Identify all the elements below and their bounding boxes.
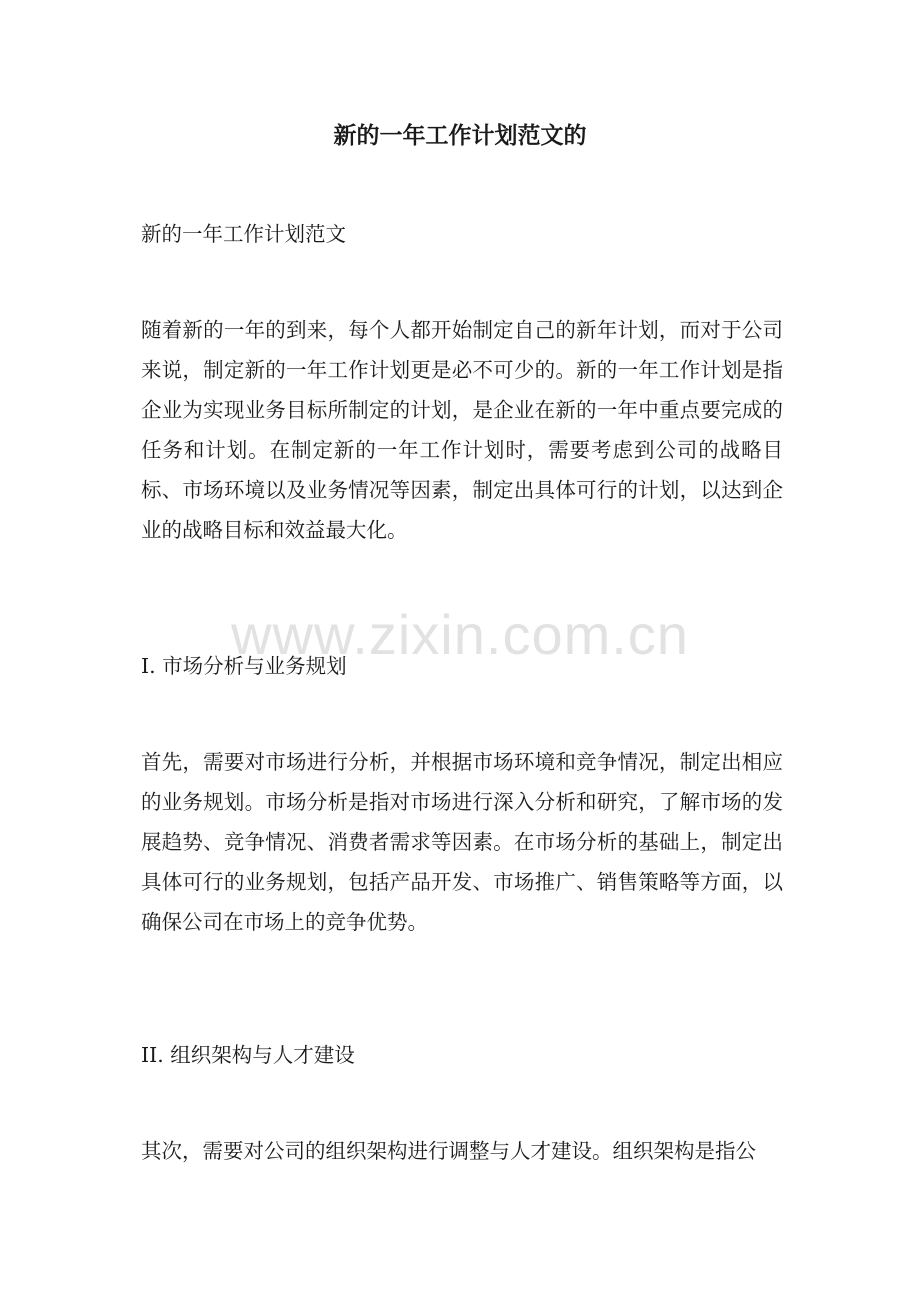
section-heading-market: I. 市场分析与业务规划 bbox=[141, 654, 347, 678]
section-heading-organization: II. 组织架构与人才建设 bbox=[141, 1043, 355, 1067]
intro-paragraph: 随着新的一年的到来，每个人都开始制定自己的新年计划，而对于公司来说，制定新的一年工作计划更是必不可少的。新的一年工作计划是指企业为实现业务目标所制定的计划，是企业在新的一年中重点要完成的任务和计划。在制定新的一年工作计划时，需要考虑到公司的战略目标、市场环境以及业务情况等因素，制定出具体可行的计划，以达到企业的战略目标和效益最大化。 bbox=[141, 318, 783, 542]
organization-paragraph: 其次，需要对公司的组织架构进行调整与人才建设。组织架构是指公 bbox=[141, 1139, 756, 1163]
watermark: www.zixin.com.cn bbox=[231, 603, 689, 666]
market-paragraph: 首先，需要对市场进行分析，并根据市场环境和竞争情况，制定出相应的业务规划。市场分析是指对市场进行深入分析和研究，了解市场的发展趋势、竞争情况、消费者需求等因素。在市场分析的基础上，制定出具体可行的业务规划，包括产品开发、市场推广、销售策略等方面，以确保公司在市场上的竞争优势。 bbox=[141, 750, 783, 934]
document-title: 新的一年工作计划范文的 bbox=[333, 122, 587, 149]
document-subtitle: 新的一年工作计划范文 bbox=[141, 222, 346, 246]
